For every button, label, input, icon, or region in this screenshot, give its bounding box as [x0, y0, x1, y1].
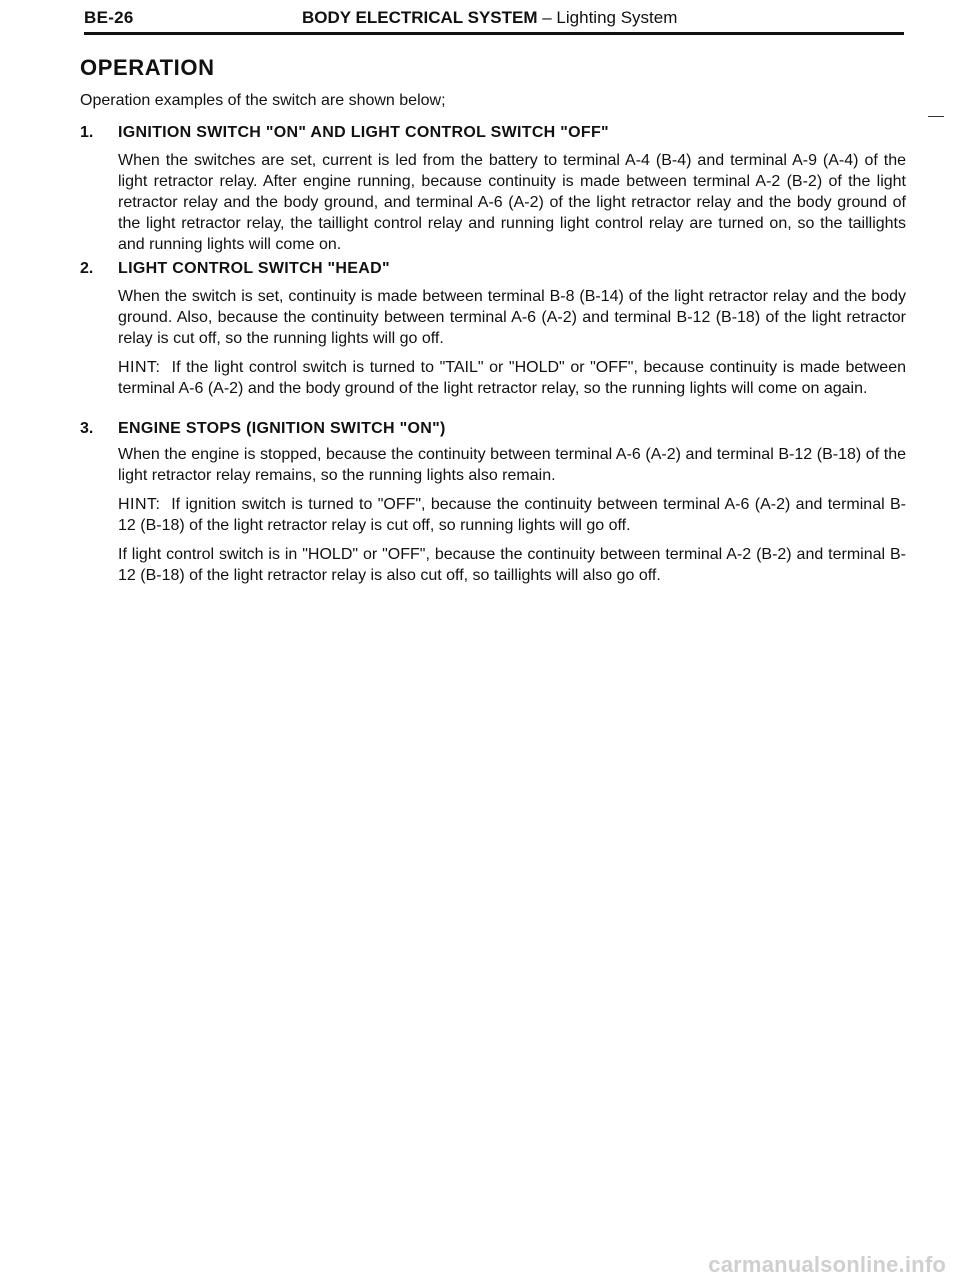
item-number: 3.: [80, 420, 94, 437]
page-title: OPERATION: [80, 55, 215, 80]
margin-mark: [928, 116, 944, 117]
page-number: BE-26: [84, 8, 134, 27]
item-paragraph: When the switches are set, current is led from the battery to terminal A-4 (B-4) and terminal A-9 (A-4) of the light retractor relay. After engine running, because continuity is made between terminal A-2 (B-2) of the light retractor relay and the body ground, and terminal A-6 (A-2) of the light retractor relay and the body ground of the light retractor relay, the taillight control relay and running light control relay are turned on, so the taillights and running lights will come on.: [118, 152, 906, 253]
hint-text: If the light control switch is turned to "TAIL" or "HOLD" or "OFF", because continuity is made between terminal A-6 (A-2) and the body ground of the light retractor relay, so the running lights will come on again.: [118, 359, 906, 397]
hint-label: HINT:: [118, 496, 161, 513]
running-title: [302, 6, 677, 30]
item-body: [118, 444, 906, 594]
item-body: [118, 286, 906, 407]
hint-paragraph: [118, 494, 906, 536]
item-heading: LIGHT CONTROL SWITCH "HEAD": [118, 260, 390, 277]
item-paragraph: When the switch is set, continuity is made between terminal B-8 (B-14) of the light retractor relay and the body ground. Also, because the continuity between terminal A-6 (A-2) and terminal B-12 (B-18) of the light retractor relay is cut off, so the running lights will go off.: [118, 288, 906, 347]
item-body: [118, 150, 906, 263]
section-title: BODY ELECTRICAL SYSTEM: [302, 8, 538, 27]
page-header: [84, 6, 904, 30]
item-number: 2.: [80, 260, 94, 277]
item-paragraph: When the engine is stopped, because the continuity between terminal A-6 (A-2) and terminal B-12 (B-18) of the light retractor relay remains, so the running lights also remain.: [118, 446, 906, 484]
watermark-text: carmanualsonline.info: [708, 1252, 946, 1277]
hint-paragraph: [118, 357, 906, 399]
hint-label: HINT:: [118, 359, 161, 376]
item-heading: ENGINE STOPS (IGNITION SWITCH "ON"): [118, 420, 446, 437]
hint-text: If ignition switch is turned to "OFF", because the continuity between terminal A-6 (A-2) and terminal B-12 (B-18) of the light retractor relay is cut off, so running lights will go off.: [118, 496, 907, 534]
intro-text: Operation examples of the switch are shown below;: [80, 92, 446, 109]
note-paragraph: If light control switch is in "HOLD" or "OFF", because the continuity between terminal A-2 (B-2) and terminal B-12 (B-18) of the light retractor relay is also cut off, so taillights will also go off.: [118, 546, 906, 584]
item-heading: IGNITION SWITCH "ON" AND LIGHT CONTROL SWITCH "OFF": [118, 124, 609, 141]
header-rule: [84, 32, 904, 35]
subsection-title: – Lighting System: [542, 8, 678, 27]
item-number: 1.: [80, 124, 94, 141]
